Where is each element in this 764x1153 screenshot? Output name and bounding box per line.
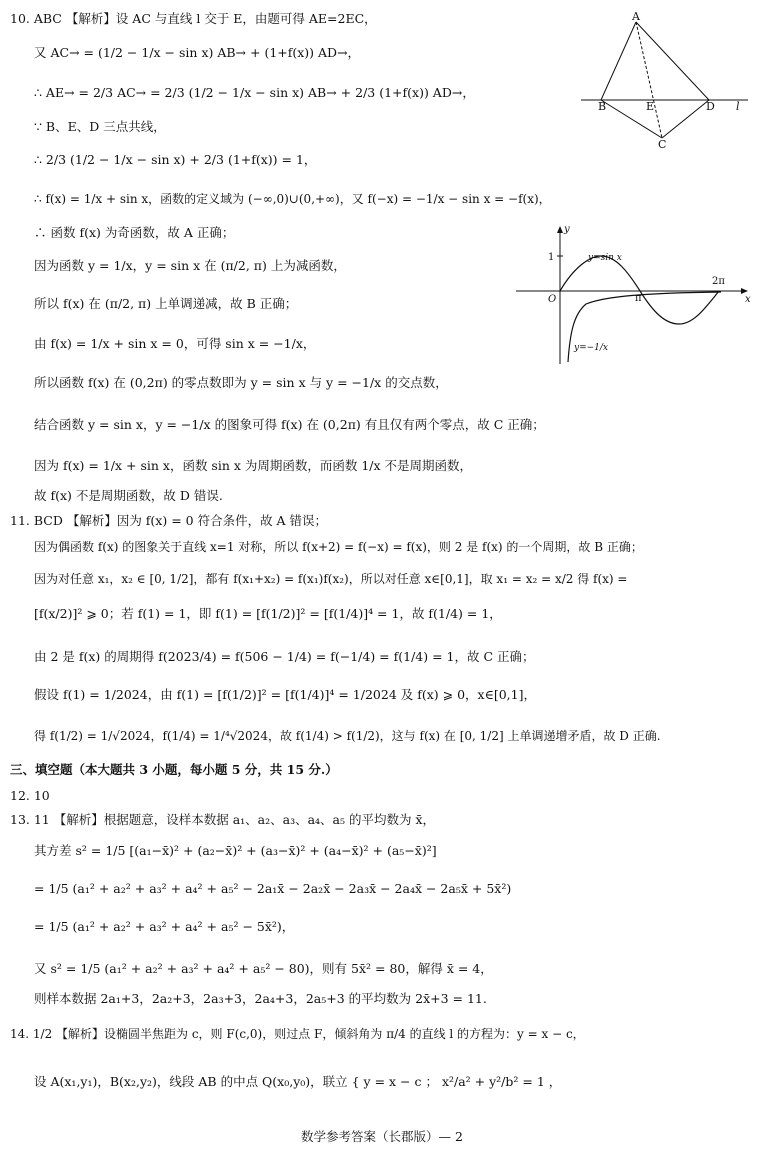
segment-ad xyxy=(636,22,709,100)
q13-line: = 1/5 (a₁² + a₂² + a₃² + a₄² + a₅² − 5x̄²)， xyxy=(34,919,295,934)
label-d: D xyxy=(706,100,715,113)
q11-line: [f(x/2)]² ⩾ 0；若 f(1) = 1，即 f(1) = [f(1/2)]² = [f(1/4)]⁴ = 1，故 f(1/4) = 1， xyxy=(34,606,502,621)
q10-line: 故 f(x) 不是周期函数，故 D 错误. xyxy=(34,488,223,503)
q10-line: 所以 f(x) 在 (π/2, π) 上单调递减，故 B 正确； xyxy=(34,296,298,311)
q10-line: ∴ f(x) = 1/x + sin x，函数的定义域为 (−∞,0)∪(0,+∞)，又 f(−x) = −1/x − sin x = −f(x)， xyxy=(34,192,551,206)
label-l: l xyxy=(736,100,740,113)
sin-label: y=sin x xyxy=(588,253,622,263)
q13-line: 又 s² = 1/5 (a₁² + a₂² + a₃² + a₄² + a₅² − 80)，则有 5x̄² = 80，解得 x̄ = 4， xyxy=(34,961,493,976)
origin-label: O xyxy=(548,294,557,305)
q10-line: 结合函数 y = sin x，y = −1/x 的图象可得 f(x) 在 (0,2π) 有且仅有两个零点，故 C 正确； xyxy=(34,417,545,432)
q11-line: 因为偶函数 f(x) 的图象关于直线 x=1 对称，所以 f(x+2) = f(−x) = f(x)，则 2 是 f(x) 的一个周期，故 B 正确； xyxy=(34,540,643,554)
q10-heading: 10. ABC 【解析】设 AC 与直线 l 交于 E，由题可得 AE=2EC， xyxy=(10,11,377,26)
segment-ab xyxy=(601,22,636,100)
q14-line: 设 A(x₁,y₁)，B(x₂,y₂)，线段 AB 的中点 Q(x₀,y₀)，联立 { y = x − c ； x²/a² + y²/b² = 1 ， xyxy=(34,1074,562,1089)
label-b: B xyxy=(598,100,607,113)
one-label: 1 xyxy=(548,252,555,263)
q10-line: 又 AC→ = (1/2 − 1/x − sin x) AB→ + (1+f(x)) AD→， xyxy=(34,45,361,60)
reciprocal-label: y=−1/x xyxy=(574,343,609,353)
q10-line: ∵ B、E、D 三点共线， xyxy=(34,119,166,134)
q10-line: 因为函数 y = 1/x，y = sin x 在 (π/2, π) 上为减函数， xyxy=(34,258,346,273)
q10-line: 所以函数 f(x) 在 (0,2π) 的零点数即为 y = sin x 与 y = −1/x 的交点数， xyxy=(34,375,448,390)
label-c: C xyxy=(658,138,667,151)
y-axis-arrow xyxy=(557,226,563,233)
q11-heading: 11. BCD 【解析】因为 f(x) = 0 符合条件，故 A 错误； xyxy=(10,513,328,528)
sin-curve xyxy=(560,256,719,324)
q13-line: = 1/5 (a₁² + a₂² + a₃² + a₄² + a₅² − 2a₁x̄ − 2a₂x̄ − 2a₃x̄ − 2a₄x̄ − 2a₅x̄ + 5x̄²) xyxy=(34,881,512,896)
segment-dc xyxy=(662,100,709,138)
q14-heading: 14. 1/2 【解析】设椭圆半焦距为 c，则 F(c,0)，则过点 F，倾斜角为 π/4 的直线 l 的方程为：y = x − c， xyxy=(10,1027,585,1041)
q10-line: ∴ 函数 f(x) 为奇函数，故 A 正确； xyxy=(34,225,235,240)
label-a: A xyxy=(632,10,640,23)
q11-line: 得 f(1/2) = 1/√2024，f(1/4) = 1/⁴√2024，故 f(1/4) > f(1/2)，这与 f(x) 在 [0, 1/2] 上单调递增矛盾，故 D 正确. xyxy=(34,729,661,743)
q11-line: 因为对任意 x₁，x₂ ∈ [0, 1/2]，都有 f(x₁+x₂) = f(x₁)f(x₂)，所以对任意 x∈[0,1]，取 x₁ = x₂ = x/2 得 f(x) = xyxy=(34,572,628,586)
two-pi-label: 2π xyxy=(712,276,725,287)
q12-answer: 12. 10 xyxy=(10,788,50,803)
page-footer: 数学参考答案（长郡版）— 2 xyxy=(301,1129,463,1144)
geometry-figure xyxy=(576,10,756,150)
segment-ac-dashed xyxy=(636,22,662,138)
q11-line: 假设 f(1) = 1/2024，由 f(1) = [f(1/2)]² = [f(1/4)]⁴ = 1/2024 及 f(x) ⩾ 0，x∈[0,1]， xyxy=(34,687,536,702)
q10-line: ∴ AE→ = 2/3 AC→ = 2/3 (1/2 − 1/x − sin x) AB→ + 2/3 (1+f(x)) AD→， xyxy=(34,85,475,100)
function-graph xyxy=(516,222,756,367)
q10-line: 由 f(x) = 1/x + sin x = 0，可得 sin x = −1/x， xyxy=(34,336,316,351)
x-axis-label: x xyxy=(745,294,751,305)
pi-label: π xyxy=(635,293,642,304)
section-heading: 三、填空题（本大题共 3 小题，每小题 5 分，共 15 分.） xyxy=(10,762,338,777)
label-e: E xyxy=(646,100,655,113)
q11-line: 由 2 是 f(x) 的周期得 f(2023/4) = f(506 − 1/4) = f(−1/4) = f(1/4) = 1，故 C 正确； xyxy=(34,649,535,664)
q10-line: ∴ 2/3 (1/2 − 1/x − sin x) + 2/3 (1+f(x)) = 1， xyxy=(34,152,317,167)
q13-heading: 13. 11 【解析】根据题意，设样本数据 a₁、a₂、a₃、a₄、a₅ 的平均数为 x̄， xyxy=(10,812,436,827)
q10-line: 因为 f(x) = 1/x + sin x，函数 sin x 为周期函数，而函数 1/x 不是周期函数， xyxy=(34,458,473,473)
y-axis-label: y xyxy=(564,224,570,235)
q13-line: 则样本数据 2a₁+3，2a₂+3，2a₃+3，2a₄+3，2a₅+3 的平均数为 2x̄+3 = 11. xyxy=(34,991,487,1006)
q13-line: 其方差 s² = 1/5 [(a₁−x̄)² + (a₂−x̄)² + (a₃−x̄)² + (a₄−x̄)² + (a₅−x̄)²] xyxy=(34,843,437,858)
